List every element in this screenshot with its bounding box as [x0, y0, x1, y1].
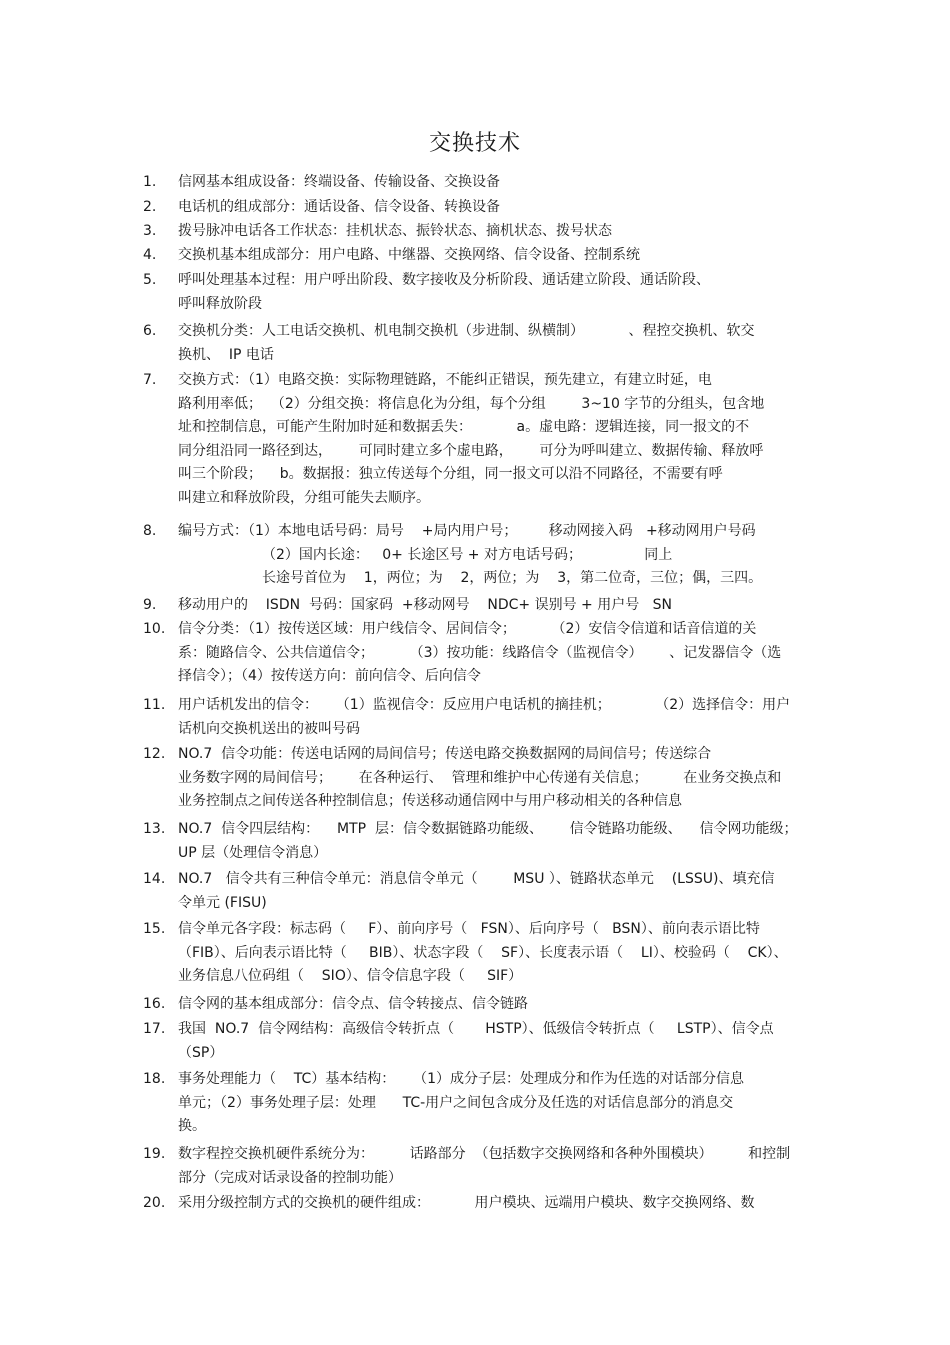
item-number: 17. [143, 1021, 166, 1037]
item-line: （FIB）、后向表示语比特（ BIB）、状态字段（ SF）、长度表示语（ LI）、校验码（ CK）、 [178, 944, 788, 961]
item-line: 呼叫释放阶段 [178, 295, 262, 312]
item-line: 交换机分类：人工电话交换机、机电制交换机（步进制、纵横制） 、程控交换机、软交 [178, 323, 755, 339]
item-line: 叫建立和释放阶段，分组可能失去顺序。 [178, 489, 430, 506]
item-line: 业务信息八位码组（ SIO）、信令信息字段（ SIF） [178, 968, 523, 984]
item-line: 数字程控交换机硬件系统分为： 话路部分 （包括数字交换网络和各种外围模块） 和控制 [178, 1146, 791, 1162]
item-number: 12. [143, 746, 166, 762]
item-number: 2. [143, 199, 157, 215]
item-line: NO.7 信令共有三种信令单元：消息信令单元（ MSU ）、链路状态单元 (LSSU)、填充信 [178, 871, 775, 887]
item-line: 用户话机发出的信令： （1）监视信令：反应用户电话机的摘挂机； （2）选择信令：用户 [178, 697, 791, 713]
item-line: 业务数字网的局间信号； 在各种运行、 管理和维护中心传递有关信息； 在业务交换点和 [178, 769, 782, 786]
item-number: 5. [143, 272, 157, 288]
item-line: 交换机基本组成部分：用户电路、中继器、交换网络、信令设备、控制系统 [178, 247, 640, 263]
item-number: 15. [143, 921, 166, 937]
item-number: 20. [143, 1195, 166, 1211]
item-line: 呼叫处理基本过程：用户呼出阶段、数字接收及分析阶段、通话建立阶段、通话阶段、 [178, 272, 710, 288]
item-line: （SP） [178, 1044, 224, 1061]
item-line: 单元；（2）事务处理子层：处理 TC-用户之间包含成分及任选的对话信息部分的消息交 [178, 1094, 734, 1111]
item-line: 令单元 (FISU) [178, 894, 267, 911]
item-line: 话机向交换机送出的被叫号码 [178, 720, 360, 737]
item-number: 9. [143, 597, 157, 613]
item-line: UP 层（处理信令消息） [178, 844, 328, 861]
item-line: 信令分类：（1）按传送区域：用户线信令、居间信令； （2）安信令信道和话音信道的关 [178, 621, 757, 637]
item-line: 同分组沿同一路径到达， 可同时建立多个虚电路， 可分为呼叫建立、数据传输、释放呼 [178, 442, 764, 459]
item-line: 系：随路信令、公共信道信令； （3）按功能：线路信令（监视信令） 、记发器信令（选 [178, 644, 782, 661]
item-number: 16. [143, 996, 166, 1012]
item-number: 3. [143, 223, 157, 239]
item-number: 19. [143, 1146, 166, 1162]
item-number: 4. [143, 247, 157, 263]
item-line: 信网基本组成设备：终端设备、传输设备、交换设备 [178, 174, 500, 190]
item-number: 10. [143, 621, 166, 637]
item-line: 业务控制点之间传送各种控制信息；传送移动通信网中与用户移动相关的各种信息 [178, 793, 682, 809]
item-line: 我国 NO.7 信令网结构：高级信令转折点（ HSTP）、低级信令转折点（ LSTP）、信令点 [178, 1021, 774, 1037]
item-line: 移动用户的 ISDN 号码：国家码 +移动网号 NDC+ 误别号 + 用户号 SN [178, 597, 672, 613]
item-line: 叫三个阶段； b。数据报：独立传送每个分组，同一报文可以沿不同路径，不需要有呼 [178, 466, 723, 482]
item-line: 换。 [178, 1118, 206, 1134]
item-line: 信令单元各字段：标志码（ F）、前向序号（ FSN）、后向序号（ BSN）、前向表示语比特 [178, 921, 760, 937]
item-line: 信令网的基本组成部分：信令点、信令转接点、信令链路 [178, 996, 528, 1012]
item-number: 18. [143, 1071, 166, 1087]
item-number: 7. [143, 372, 157, 388]
item-line: 路利用率低； （2）分组交换：将信息化为分组，每个分组 3~10 字节的分组头，包含地 [178, 395, 765, 412]
item-subline: （2）国内长途： 0+ 长途区号 + 对方电话号码； 同上 [262, 546, 673, 563]
item-number: 13. [143, 821, 166, 837]
item-line: 址和控制信息，可能产生附加时延和数据丢失： a。虚电路：逻辑连接，同一报文的不 [178, 419, 750, 435]
item-number: 11. [143, 697, 166, 713]
item-line: 编号方式：（1）本地电话号码：局号 +局内用户号； 移动网接入码 +移动网用户号码 [178, 523, 756, 539]
item-line: 部分（完成对话录设备的控制功能） [178, 1169, 402, 1186]
item-line: 交换方式：（1）电路交换：实际物理链路，不能纠正错误，预先建立，有建立时延，电 [178, 372, 712, 388]
item-subline: 长途号首位为 1，两位；为 2，两位；为 3，第二位奇，三位；偶，三四。 [262, 570, 763, 586]
item-line: 电话机的组成部分：通话设备、信令设备、转换设备 [178, 199, 500, 215]
item-line: NO.7 信令四层结构： MTP 层：信令数据链路功能级、 信令链路功能级、 信令网功能级； [178, 821, 798, 837]
item-number: 8. [143, 523, 157, 539]
item-line: 换机、 IP 电话 [178, 346, 274, 363]
item-line: 采用分级控制方式的交换机的硬件组成： 用户模块、远端用户模块、数字交换网络、数 [178, 1195, 755, 1211]
item-line: 拨号脉冲电话各工作状态：挂机状态、振铃状态、摘机状态、拨号状态 [178, 223, 612, 239]
item-number: 14. [143, 871, 166, 887]
item-line: NO.7 信令功能：传送电话网的局间信号；传送电路交换数据网的局间信号；传送综合 [178, 746, 712, 762]
item-line: 择信令）；（4）按传送方向：前向信令、后向信令 [178, 668, 481, 684]
item-number: 1. [143, 174, 157, 190]
item-number: 6. [143, 323, 157, 339]
document-title: 交换技术 [428, 131, 521, 156]
item-line: 事务处理能力（ TC）基本结构： （1）成分子层：处理成分和作为任选的对话部分信息 [178, 1071, 745, 1087]
